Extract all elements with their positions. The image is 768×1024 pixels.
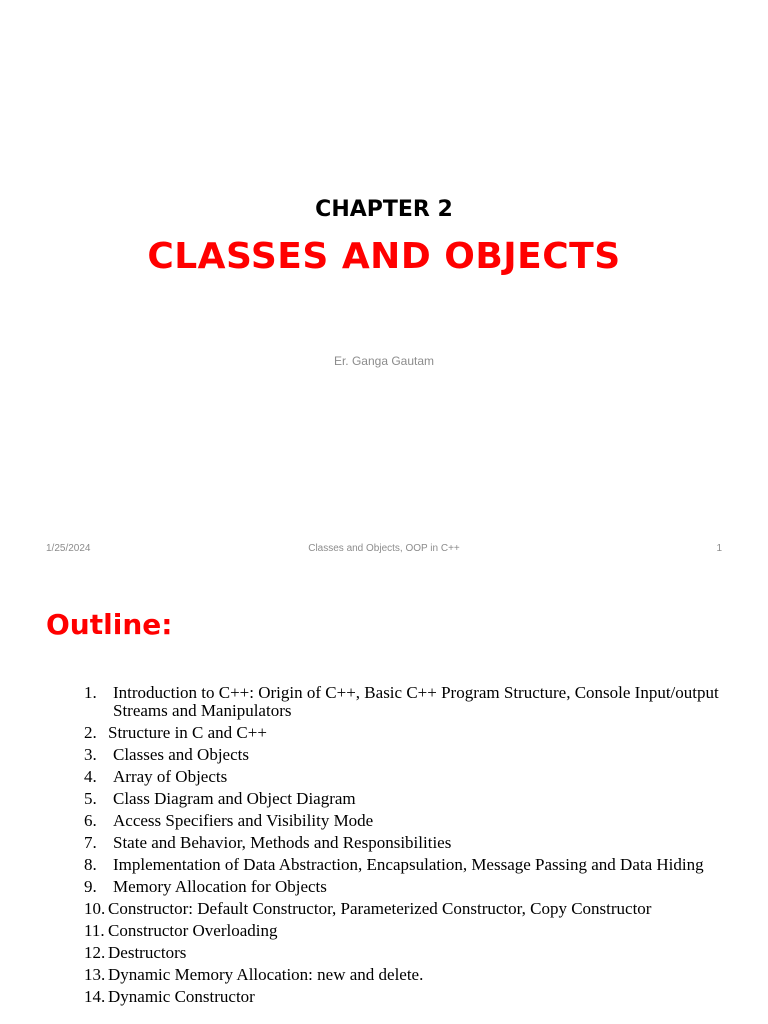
footer-date: 1/25/2024 (46, 543, 91, 554)
list-item (84, 790, 724, 808)
list-item (84, 922, 724, 940)
outline-slide (0, 576, 768, 1024)
item-text: Implementation of Data Abstraction, Encapsulation, Message Passing and Data Hiding (113, 855, 704, 874)
item-text: Dynamic Memory Allocation: new and delete. (108, 965, 424, 984)
item-number: 14. (84, 987, 106, 1006)
item-text: Access Specifiers and Visibility Mode (113, 811, 374, 830)
item-text: Dynamic Constructor (108, 987, 255, 1006)
item-number: 7. (84, 833, 97, 852)
list-item (84, 724, 724, 742)
item-text: Structure in C and C++ (108, 723, 267, 742)
item-number: 13. (84, 965, 106, 984)
item-text: Destructors (108, 943, 187, 962)
item-text: Introduction to C++: Origin of C++, Basic C++ Program Structure, Console Input/output Streams and Manipulators (113, 683, 719, 720)
item-number: 2. (84, 723, 97, 742)
list-item (84, 966, 724, 984)
author-name: Er. Ganga Gautam (333, 354, 435, 368)
item-text: Array of Objects (113, 767, 228, 786)
item-text: Class Diagram and Object Diagram (113, 789, 356, 808)
item-number: 4. (84, 767, 97, 786)
chapter-label: CHAPTER 2 (315, 197, 453, 222)
item-number: 10. (84, 899, 106, 918)
item-text: Constructor: Default Constructor, Parameterized Constructor, Copy Constructor (108, 899, 652, 918)
slide-title: CLASSES AND OBJECTS (147, 236, 621, 277)
item-text: Memory Allocation for Objects (113, 877, 327, 896)
list-item (84, 988, 724, 1006)
item-number: 8. (84, 855, 97, 874)
item-number: 6. (84, 811, 97, 830)
item-text: Constructor Overloading (108, 921, 278, 940)
list-item (84, 944, 724, 962)
list-item (84, 856, 724, 874)
list-item (84, 878, 724, 896)
list-item (84, 684, 724, 720)
item-text: State and Behavior, Methods and Responsibilities (113, 833, 452, 852)
list-item (84, 768, 724, 786)
footer-title: Classes and Objects, OOP in C++ (308, 543, 460, 554)
list-item (84, 900, 724, 918)
item-number: 12. (84, 943, 106, 962)
item-number: 3. (84, 745, 97, 764)
item-text: Classes and Objects (113, 745, 249, 764)
list-item (84, 746, 724, 764)
outline-list (84, 684, 724, 1010)
item-number: 11. (84, 921, 105, 940)
list-item (84, 812, 724, 830)
item-number: 9. (84, 877, 97, 896)
list-item (84, 834, 724, 852)
item-number: 1. (84, 683, 97, 702)
outline-heading: Outline: (46, 608, 173, 641)
item-number: 5. (84, 789, 97, 808)
footer-page-number: 1 (716, 543, 722, 554)
